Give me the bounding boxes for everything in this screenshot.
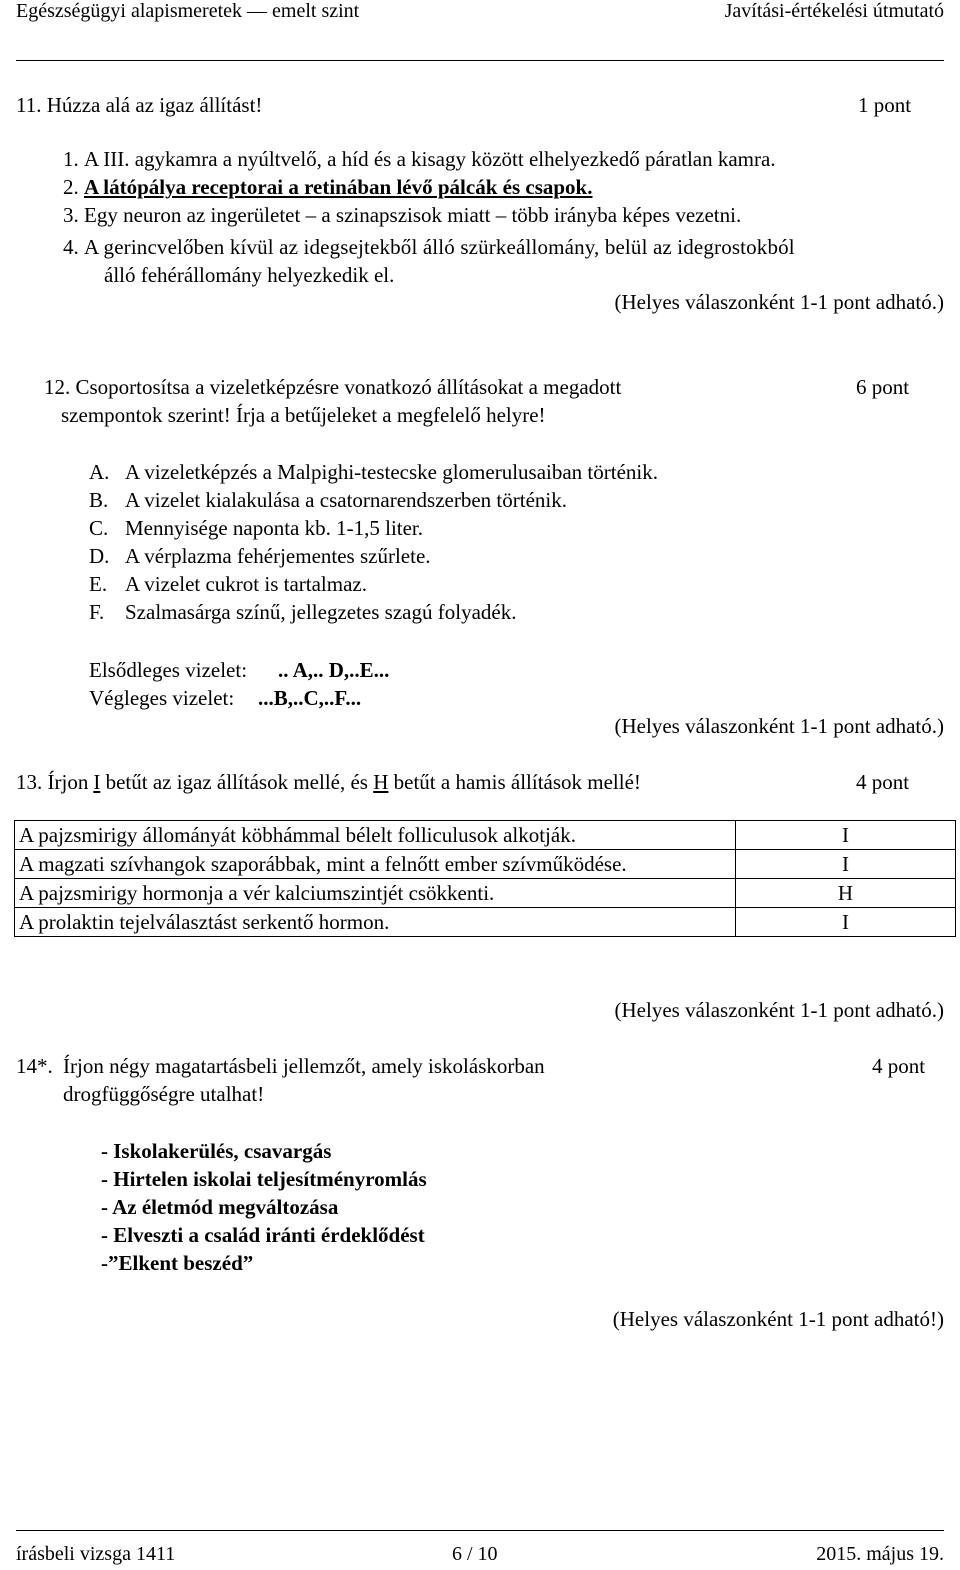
q14-number: 14*.	[16, 1054, 53, 1078]
q13-title	[16, 770, 641, 795]
q12-item-letter: B.	[89, 488, 109, 512]
table-cell-answer: H	[736, 879, 956, 908]
table-row	[15, 821, 956, 850]
table-row	[15, 879, 956, 908]
q14-scoring-note: (Helyes válaszonként 1-1 pont adható!)	[612, 1307, 944, 1331]
q11-item-num: 2.	[63, 175, 79, 199]
footer-page-number: 6 / 10	[452, 1543, 498, 1565]
table-cell-answer: I	[736, 821, 956, 850]
q12-item-letter: C.	[89, 516, 109, 540]
q12-item-b: A vizelet kialakulása a csatornarendszerben történik.	[125, 488, 567, 512]
q12-scoring-note: (Helyes válaszonként 1-1 pont adható.)	[614, 714, 944, 738]
table-cell-statement: A magzati szívhangok szaporábbak, mint a felnőtt ember szívműködése.	[15, 850, 736, 879]
q12-item-c: Mennyisége naponta kb. 1-1,5 liter.	[125, 516, 424, 540]
q12-primary-urine-label: Elsődleges vizelet:	[89, 658, 248, 682]
q14-answer: - Iskolakerülés, csavargás	[101, 1139, 332, 1163]
q13-title-mid: betűt az igaz állítások mellé, és	[105, 770, 368, 794]
q12-item-e: A vizelet cukrot is tartalmaz.	[125, 572, 367, 596]
q12-item-a: A vizeletképzés a Malpighi-testecske glomerulusaiban történik.	[125, 460, 658, 484]
q14-answer: - Az életmód megváltozása	[101, 1195, 339, 1219]
q12-points: 6 pont	[856, 375, 910, 399]
table-cell-statement: A pajzsmirigy hormonja a vér kalciumszintjét csökkenti.	[15, 879, 736, 908]
q12-title: 12. Csoportosítsa a vizeletképzésre vonatkozó állításokat a megadott	[44, 375, 622, 399]
q11-points: 1 pont	[858, 93, 912, 117]
q12-item-letter: E.	[89, 572, 108, 596]
q14-answer: - Elveszti a család iránti érdeklődést	[101, 1223, 425, 1247]
q11-scoring-note: (Helyes válaszonként 1-1 pont adható.)	[614, 290, 944, 314]
q13-title-post: betűt a hamis állítások mellé!	[393, 770, 641, 794]
q12-item-letter: F.	[89, 600, 105, 624]
q13-scoring-note: (Helyes válaszonként 1-1 pont adható.)	[614, 998, 944, 1022]
table-row	[15, 908, 956, 937]
header-guide-label: Javítási-értékelési útmutató	[724, 0, 944, 22]
table-cell-statement: A prolaktin tejelválasztást serkentő hormon.	[15, 908, 736, 937]
table-cell-statement: A pajzsmirigy állományát köbhámmal bélelt folliculusok alkotják.	[15, 821, 736, 850]
q12-item-letter: D.	[89, 544, 110, 568]
q13-title-i: I	[93, 770, 101, 794]
header-title: Egészségügyi alapismeretek — emelt szint	[16, 0, 360, 22]
q11-item-4: A gerincvelőben kívül az idegsejtekből álló szürkeállomány, belül az idegrostokból	[84, 235, 795, 259]
header-rule	[16, 60, 944, 61]
q12-final-urine-answer: ...B,..C,..F...	[258, 686, 362, 710]
q14-points: 4 pont	[872, 1054, 926, 1078]
table-row	[15, 850, 956, 879]
q11-item-num: 4.	[63, 235, 79, 259]
q11-item-num: 3.	[63, 203, 79, 227]
q11-item-4-cont: álló fehérállomány helyezkedik el.	[104, 263, 395, 287]
q11-item-num: 1.	[63, 147, 79, 171]
q12-item-d: A vérplazma fehérjementes szűrlete.	[125, 544, 431, 568]
q13-title-h: H	[373, 770, 389, 794]
q12-item-f: Szalmasárga színű, jellegzetes szagú folyadék.	[125, 600, 517, 624]
q11-item-2-underlined: A látópálya receptorai a retinában lévő pálcák és csapok.	[84, 175, 593, 199]
q14-title-cont: drogfüggőségre utalhat!	[63, 1082, 265, 1106]
q12-final-urine-label: Végleges vizelet:	[89, 686, 235, 710]
footer-rule	[16, 1530, 944, 1531]
q11-item-1: A III. agykamra a nyúltvelő, a híd és a kisagy között elhelyezkedő páratlan kamra.	[84, 147, 776, 171]
q11-item-3: Egy neuron az ingerületet – a szinapszisok miatt – több irányba képes vezetni.	[84, 203, 742, 227]
q14-title: Írjon négy magatartásbeli jellemzőt, amely iskoláskorban	[63, 1054, 545, 1078]
footer-exam-code: írásbeli vizsga 1411	[16, 1543, 176, 1565]
q13-answer-table	[14, 820, 956, 937]
q13-points: 4 pont	[856, 770, 910, 794]
q13-title-pre: 13. Írjon	[16, 770, 89, 794]
table-cell-answer: I	[736, 850, 956, 879]
q12-title-cont: szempontok szerint! Írja a betűjeleket a megfelelő helyre!	[61, 403, 546, 427]
q11-title: 11. Húzza alá az igaz állítást!	[16, 93, 263, 117]
footer-date: 2015. május 19.	[816, 1543, 944, 1565]
q12-item-letter: A.	[89, 460, 110, 484]
q12-primary-urine-answer: .. A,.. D,..E...	[278, 658, 390, 682]
q14-answer: - Hirtelen iskolai teljesítményromlás	[101, 1167, 427, 1191]
table-cell-answer: I	[736, 908, 956, 937]
q14-answer: -”Elkent beszéd”	[101, 1251, 254, 1275]
